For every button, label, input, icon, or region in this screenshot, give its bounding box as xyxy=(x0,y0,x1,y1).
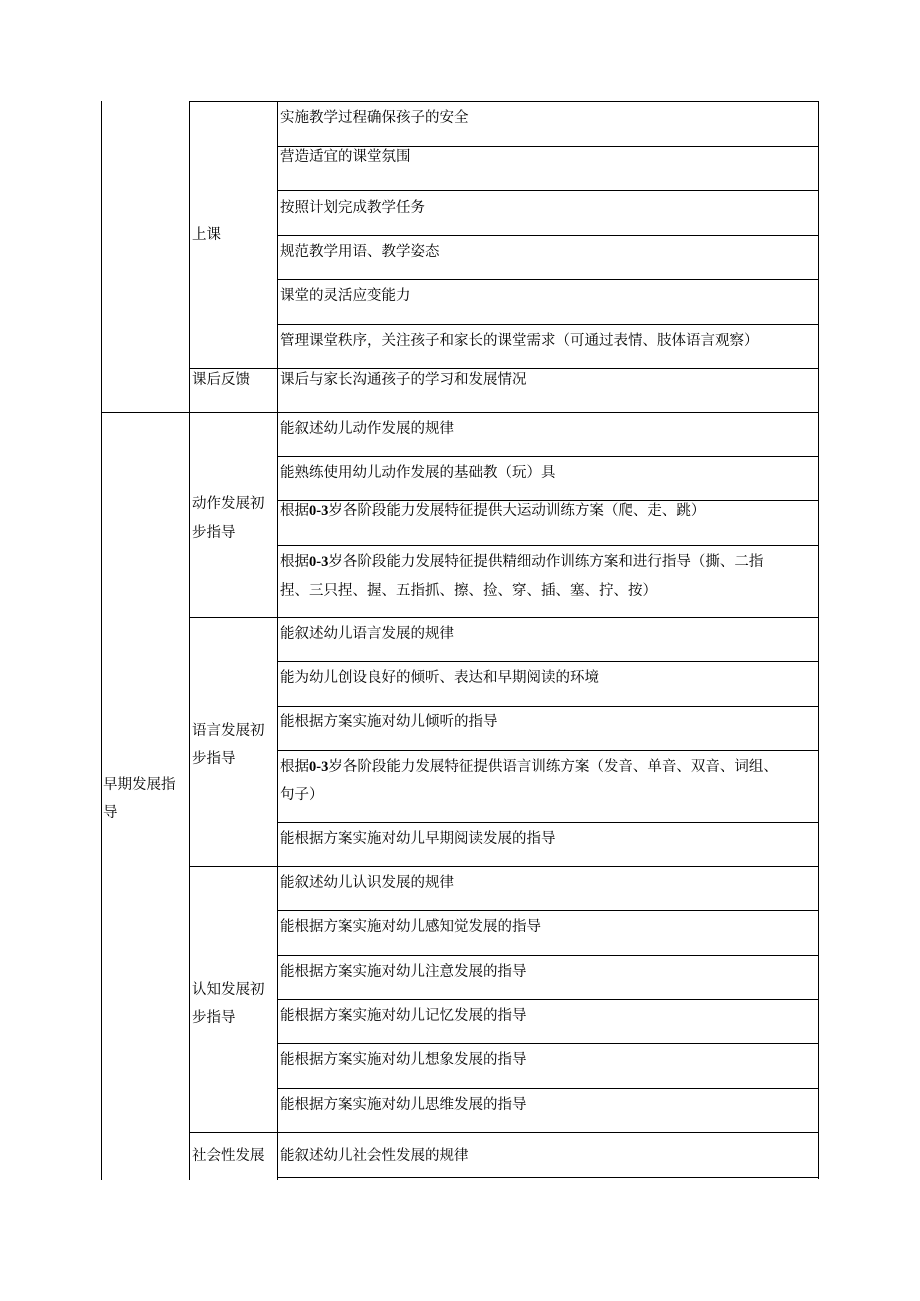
category-label-shangke: 上课 xyxy=(192,227,221,243)
category-label-dongzuo-line2: 步指导 xyxy=(192,525,236,541)
row-text-post: 岁各阶段能力发展特征提供精细动作训练方案和进行指导（撕、二指 xyxy=(328,554,764,570)
group-divider xyxy=(189,617,819,618)
row-divider xyxy=(277,235,819,236)
row-divider xyxy=(277,279,819,280)
section-divider xyxy=(101,412,819,413)
row-text-pre: 根据 xyxy=(280,554,309,570)
row-text-pre: 根据 xyxy=(280,759,309,775)
row-divider xyxy=(277,324,819,325)
group-divider xyxy=(189,1132,819,1133)
row-text-line2: 捏、三只捏、握、五指抓、擦、捡、穿、插、塞、拧、按） xyxy=(280,583,657,599)
row-text: 能为幼儿创设良好的倾听、表达和早期阅读的环境 xyxy=(280,670,599,686)
row-divider xyxy=(277,750,819,751)
row-divider xyxy=(277,190,819,191)
row-divider xyxy=(277,456,819,457)
row-text: 实施教学过程确保孩子的安全 xyxy=(280,110,469,126)
row-divider xyxy=(277,910,819,911)
row-text-mixed xyxy=(280,496,705,526)
row-text: 课堂的灵活应变能力 xyxy=(280,288,411,304)
category-label-yuyan-line2: 步指导 xyxy=(192,751,236,767)
row-text: 规范教学用语、教学姿态 xyxy=(280,244,440,260)
row-text-pre: 根据 xyxy=(280,503,309,519)
table-top-border xyxy=(189,101,819,102)
row-text: 能叙述幼儿语言发展的规律 xyxy=(280,626,454,642)
row-divider xyxy=(277,822,819,823)
row-text: 能根据方案实施对幼儿记忆发展的指导 xyxy=(280,1008,527,1024)
row-text: 能叙述幼儿社会性发展的规律 xyxy=(280,1148,469,1164)
row-text-post: 岁各阶段能力发展特征提供语言训练方案（发音、单音、双音、词组、 xyxy=(328,759,778,775)
main-label-zaoqi-line2: 导 xyxy=(103,805,118,821)
row-text-mixed xyxy=(280,547,763,577)
group-divider xyxy=(189,866,819,867)
row-divider xyxy=(277,661,819,662)
row-text-mixed xyxy=(280,752,778,782)
row-text: 课后与家长沟通孩子的学习和发展情况 xyxy=(280,372,527,388)
row-text: 能根据方案实施对幼儿早期阅读发展的指导 xyxy=(280,831,556,847)
category-label-yuyan-line1: 语言发展初 xyxy=(192,723,265,739)
row-text-line2: 句子） xyxy=(280,787,324,803)
row-divider xyxy=(277,1177,819,1178)
right-border xyxy=(818,101,819,1179)
category-label-dongzuo-line1: 动作发展初 xyxy=(192,496,265,512)
row-text: 能根据方案实施对幼儿想象发展的指导 xyxy=(280,1052,527,1068)
row-text-post: 岁各阶段能力发展特征提供大运动训练方案（爬、走、跳） xyxy=(328,503,706,519)
row-text: 能根据方案实施对幼儿注意发展的指导 xyxy=(280,964,527,980)
row-text: 按照计划完成教学任务 xyxy=(280,200,425,216)
row-text: 管理课堂秩序，关注孩子和家长的课堂需求（可通过表情、肢体语言观察） xyxy=(280,333,759,349)
row-text-bold: 0-3 xyxy=(309,554,329,570)
category-label-shehui: 社会性发展 xyxy=(192,1148,265,1164)
row-text: 能根据方案实施对幼儿思维发展的指导 xyxy=(280,1097,527,1113)
col2-border xyxy=(189,101,190,1180)
row-text-bold: 0-3 xyxy=(309,503,329,519)
row-divider xyxy=(277,1043,819,1044)
row-text: 营造适宜的课堂氛围 xyxy=(280,149,411,165)
category-label-renzhi-line1: 认知发展初 xyxy=(192,982,265,998)
row-text: 能熟练使用幼儿动作发展的基础教（玩）具 xyxy=(280,465,556,481)
row-divider xyxy=(277,999,819,1000)
row-text-bold: 0-3 xyxy=(309,759,329,775)
row-divider xyxy=(277,545,819,546)
category-label-renzhi-line2: 步指导 xyxy=(192,1010,236,1026)
col3-border xyxy=(277,101,278,1180)
row-text: 能叙述幼儿认识发展的规律 xyxy=(280,875,454,891)
row-divider xyxy=(277,1088,819,1089)
row-divider xyxy=(277,955,819,956)
row-text: 能根据方案实施对幼儿感知觉发展的指导 xyxy=(280,919,541,935)
left-border xyxy=(101,101,102,1180)
category-label-kehou: 课后反馈 xyxy=(192,372,250,388)
row-text: 能叙述幼儿动作发展的规律 xyxy=(280,421,454,437)
main-label-zaoqi-line1: 早期发展指 xyxy=(103,777,176,793)
row-text: 能根据方案实施对幼儿倾听的指导 xyxy=(280,714,498,730)
